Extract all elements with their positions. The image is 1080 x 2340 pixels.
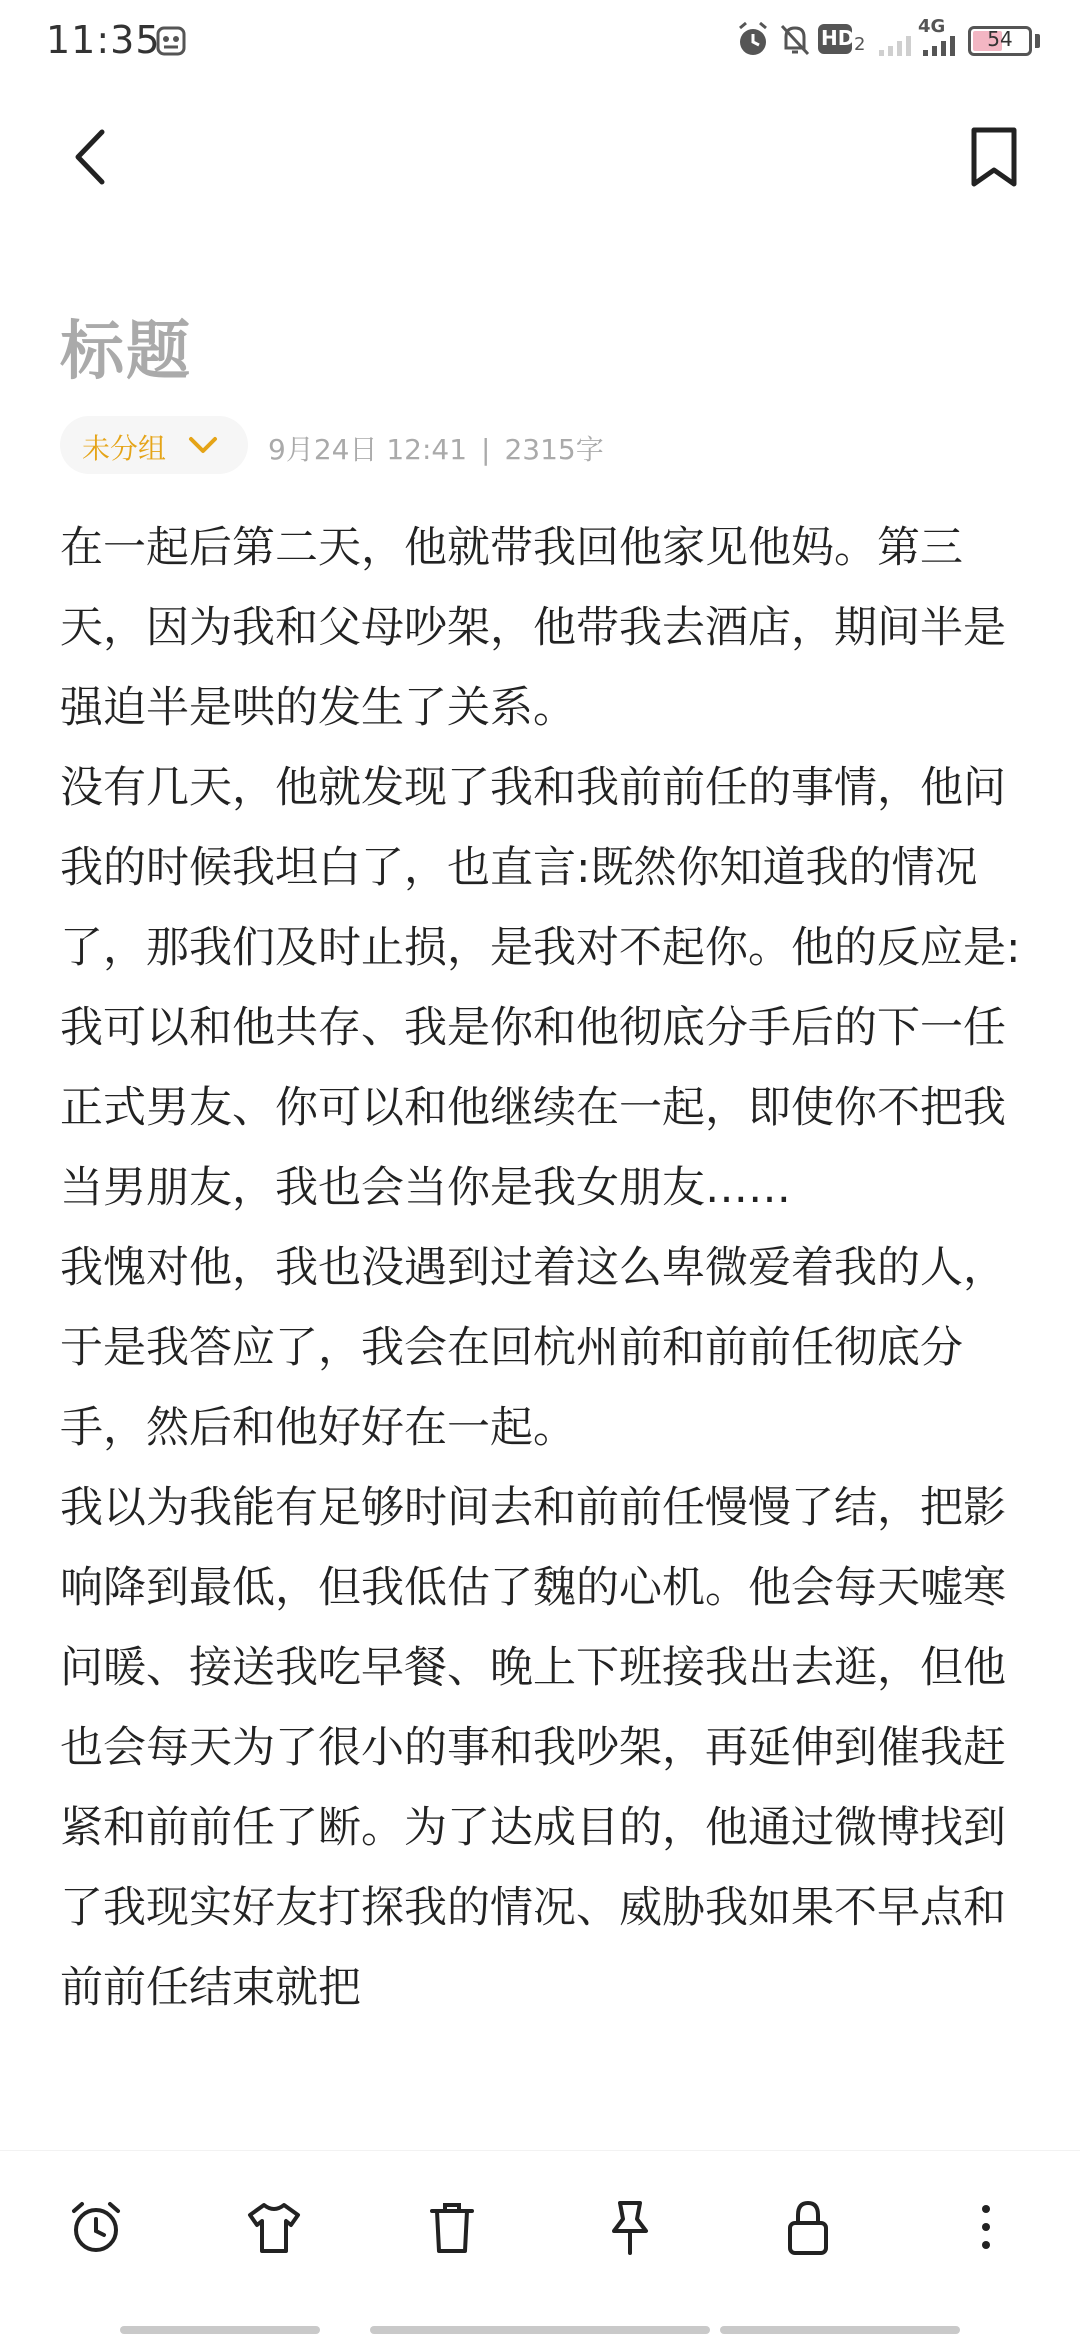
chevron-down-icon	[186, 432, 220, 458]
note-title-field[interactable]: 标题	[60, 315, 192, 389]
signal-sim1-icon	[878, 28, 914, 58]
trash-icon	[422, 2197, 482, 2257]
meta-separator: |	[481, 433, 491, 466]
alarm-icon	[66, 2197, 126, 2257]
reminder-button[interactable]	[56, 2187, 136, 2267]
body-paragraph: 没有几天，他就发现了我和我前前任的事情，他问我的时候我坦白了，也直言:既然你知道我的情况了，那我们及时止损，是我对不起你。他的反应是:我可以和他共存、我是你和他彻底分手后的下一任正式男友、你可以和他继续在一起，即使你不把我当男朋友，我也会当你是我女朋友……	[60, 763, 1021, 1213]
pin-icon	[600, 2197, 660, 2257]
back-button[interactable]	[62, 122, 122, 192]
nav-segment	[120, 2326, 320, 2334]
note-meta	[268, 428, 604, 468]
mute-status-icon	[778, 20, 812, 60]
nav-segment	[370, 2326, 710, 2334]
group-label: 未分组	[82, 432, 167, 465]
hd-sub: 2	[854, 34, 866, 55]
body-paragraph: 在一起后第二天，他就带我回他家见他妈。第三天，因为我和父母吵架，他带我去酒店，期间半是强迫半是哄的发生了关系。	[60, 523, 1006, 733]
hd-label: HD	[821, 26, 855, 50]
status-time: 11:35	[46, 18, 161, 62]
more-button[interactable]	[946, 2187, 1026, 2267]
bookmark-icon	[964, 122, 1024, 192]
word-count: 2315字	[504, 433, 604, 466]
app-notification-icon	[156, 26, 186, 56]
gesture-nav-bar[interactable]	[120, 2326, 960, 2334]
lock-icon	[778, 2197, 838, 2257]
battery-icon	[968, 26, 1032, 56]
lock-button[interactable]	[768, 2187, 848, 2267]
network-type: 4G	[918, 16, 946, 37]
note-date: 9月24日 12:41	[268, 433, 468, 466]
body-paragraph: 我以为我能有足够时间去和前前任慢慢了结，把影响降到最低，但我低估了魏的心机。他会每天嘘寒问暖、接送我吃早餐、晚上下班接我出去逛，但他也会每天为了很小的事和我吵架，再延伸到催我赶紧和前前任了断。为了达成目的，他通过微博找到了我现实好友打探我的情况、威胁我如果不早点和前前任结束就把	[60, 1483, 1006, 2013]
theme-button[interactable]	[234, 2187, 314, 2267]
note-body-editor[interactable]	[60, 508, 1026, 2148]
nav-segment	[720, 2326, 960, 2334]
body-fade-overlay	[0, 2090, 1080, 2150]
signal-4g-icon	[918, 16, 962, 60]
battery-level: 54	[987, 27, 1013, 51]
status-bar	[0, 0, 1080, 84]
group-selector[interactable]	[60, 416, 248, 474]
body-paragraph: 我愧对他，我也没遇到过着这么卑微爱着我的人，于是我答应了，我会在回杭州前和前前任彻底分手，然后和他好好在一起。	[60, 1243, 1006, 1453]
bottom-toolbar	[0, 2150, 1080, 2301]
more-icon	[956, 2197, 1016, 2257]
alarm-status-icon	[736, 20, 770, 60]
chevron-left-icon	[62, 122, 122, 192]
shirt-icon	[244, 2197, 304, 2257]
pin-button[interactable]	[590, 2187, 670, 2267]
bookmark-button[interactable]	[964, 122, 1024, 192]
delete-button[interactable]	[412, 2187, 492, 2267]
hd-voice-icon	[818, 24, 868, 58]
battery-tip	[1035, 34, 1040, 48]
